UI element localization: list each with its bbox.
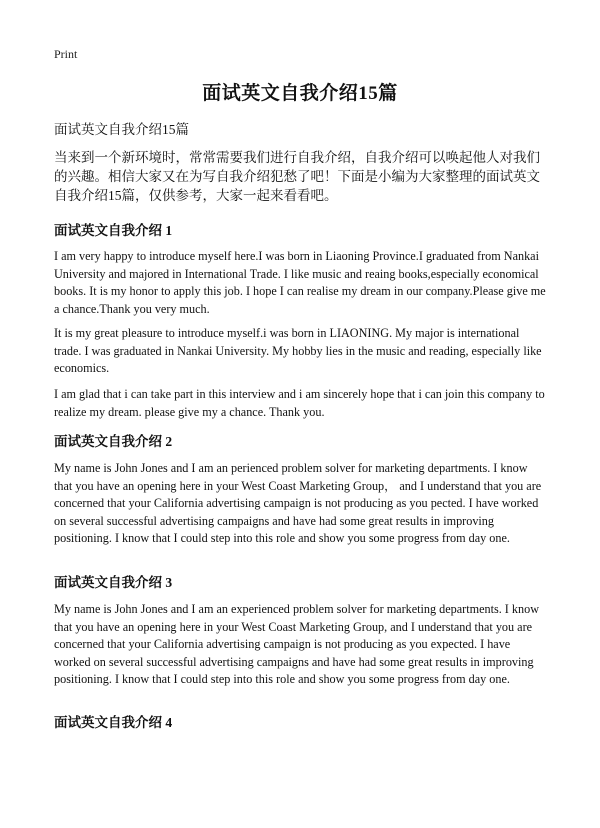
document-subtitle: 面试英文自我介绍15篇	[54, 122, 189, 137]
section-heading-1: 面试英文自我介绍 1	[54, 223, 173, 238]
intro-paragraph: 当来到一个新环境时，常常需要我们进行自我介绍，自我介绍可以唤起他人对我们的兴趣。相信大家又在为写自我介绍犯愁了吧！下面是小编为大家整理的面试英文自我介绍15篇，仅供参考，大家一起来看看吧。	[54, 150, 540, 203]
section-3-paragraph-1: My name is John Jones and I am an experienced problem solver for marketing departments. I know that you have an opening here in your West Coast Marketing Group, and I understand that you are concerned that your California advertising campaign is not producing as you expected. I have worked on several successful advertising campaigns and have had some great results in improving positioning. I know that I could step into this role and show you some progress from day one.	[54, 602, 539, 686]
section-1-paragraph-1: I am very happy to introduce myself here.I was born in Liaoning Province.I graduated from Nankai University and majored in International Trade. I like music and reaing books,especially economical books. It is my honor to apply this job. I hope I can realise my dream in our company.Please give me a chance.Thank you very much.	[54, 249, 546, 316]
section-1-paragraph-2: It is my great pleasure to introduce myself.i was born in LIAONING. My major is international trade. I was graduated in Nankai University. My hobby lies in the music and reading, especially like economics.	[54, 326, 542, 375]
section-2-paragraph-1: My name is John Jones and I am an perienced problem solver for marketing departments. I know that you have an opening here in your West Coast Marketing Group， and I understand that you are concerned that your California advertising campaign is not producing as you pected. I have worked on several successful advertising campaigns and have had some great results in improving positioning. I know that I could step into this role and show you some progress from day one.	[54, 461, 542, 545]
section-heading-4: 面试英文自我介绍 4	[54, 715, 173, 730]
document-title: 面试英文自我介绍15篇	[202, 83, 398, 104]
section-1-paragraph-3: I am glad that i can take part in this interview and i am sincerely hope that i can join this company to realize my dream. please give my a chance. Thank you.	[54, 387, 545, 419]
section-heading-2: 面试英文自我介绍 2	[54, 434, 173, 449]
print-link[interactable]: Print	[54, 47, 78, 61]
section-heading-3: 面试英文自我介绍 3	[54, 575, 173, 590]
